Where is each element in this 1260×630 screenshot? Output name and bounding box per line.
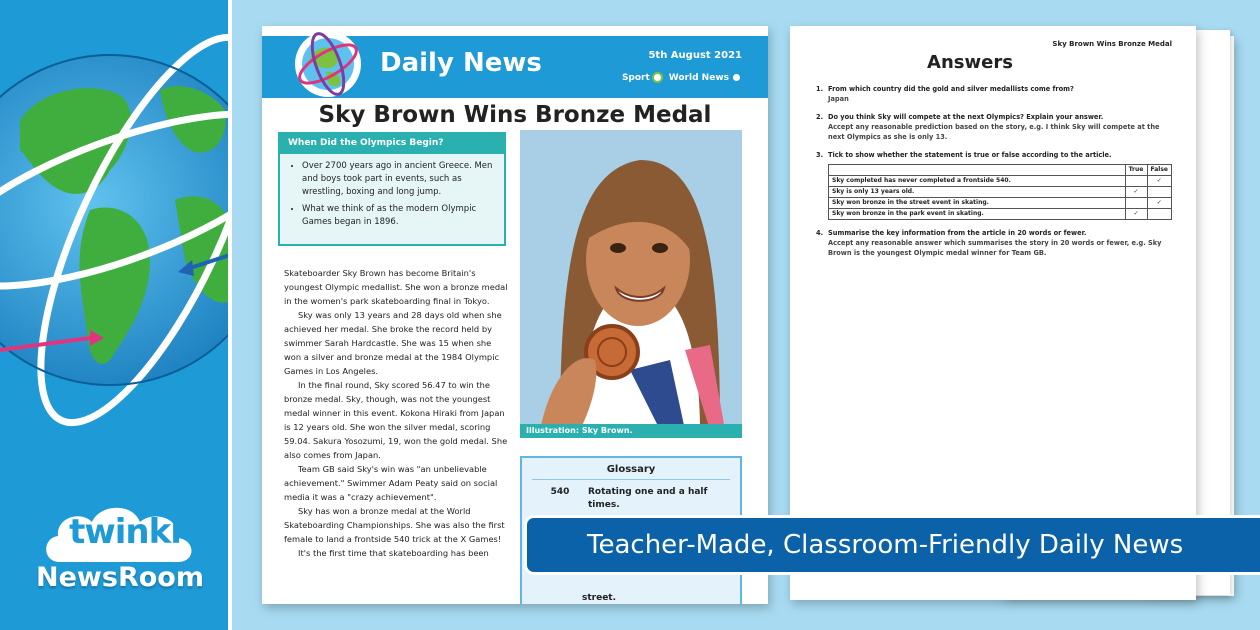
answers-list (816, 84, 1176, 266)
list-item: • What we think of as the modern Olympic Games began in 1896. (302, 203, 494, 229)
answers-title: Answers (927, 52, 1013, 73)
twinkl-newsroom-logo[interactable] (30, 500, 210, 610)
news-globe-logo (292, 28, 364, 100)
glossary-term: 540 (550, 487, 570, 497)
article-paragraph: Skateboarder Sky Brown has become Britain's youngest Olympic medallist. She won a bronze medal in the women's park skateboarding final in Tokyo. (284, 268, 508, 306)
globe-icon (731, 72, 742, 83)
article-body (284, 266, 508, 560)
article-paragraph: Sky was only 13 years and 28 days old when she achieved her medal. She broke the record held by swimmer Sarah Hardcastle. She was 15 when she won a silver and bronze medal at the 1984 Olympic Games in Los Angeles. (284, 310, 502, 376)
promo-banner (524, 515, 1260, 575)
answer-item: 2. Do you think Sky will compete at the next Olympics? Explain your answer. Accept any reasonable prediction based on the story, e.g. I think Sky will compete at the next Olympics as she is only 13. (816, 113, 1160, 141)
tag-world-news: World News (669, 72, 742, 83)
masthead-title: Daily News (380, 48, 542, 78)
answers-page (790, 26, 1196, 600)
table-row: Sky is only 13 years old. ✓ (829, 187, 1172, 198)
article-paragraph: In the final round, Sky scored 56.47 to win the bronze medal. Sky, though, was not the youngest medal winner in this event. Kokona Hiraki from Japan is 12 years old. She won the silver medal, scoring 59.04. Sakura Yosozumi, 19, won the gold medal. She also comes from Japan. (284, 380, 508, 460)
table-row: Sky completed has never completed a frontside 540. ✓ (829, 176, 1172, 187)
glossary-definition: Rotating one and a half times. (588, 487, 708, 510)
sport-icon (652, 72, 663, 83)
facts-box-title: When Did the Olympics Begin? (280, 134, 504, 154)
table-row: Sky won bronze in the street event in skating. ✓ (829, 198, 1172, 209)
article-paragraph: Sky has won a bronze medal at the World Skateboarding Championships. She was also the first female to land a frontside 540 trick at the X Games! (284, 506, 505, 544)
illustration-caption: Illustration: Sky Brown. (520, 424, 742, 438)
globe-illustration (0, 0, 232, 480)
logo-twinkl-text: twinkl (69, 512, 181, 552)
facts-box (278, 132, 506, 246)
answer-item: 3. Tick to show whether the statement is true or false according to the article. True False Sky completed has never completed a frontside 540. ✓ Sky is only 13 years old. ✓ Sky won bronze in the street event in skating. ✓ Sky won bronze in the park event in skating. ✓ (816, 150, 1176, 220)
news-date: 5th August 2021 (648, 50, 742, 61)
answer-item: 1. From which country did the gold and silver medallists come from? Japan (816, 85, 1074, 103)
glossary-tail: street. (582, 593, 617, 603)
banner-text: Teacher-Made, Classroom-Friendly Daily News (587, 530, 1184, 560)
article-paragraph: It's the first time that skateboarding has been (298, 548, 489, 558)
table-row: Sky won bronze in the park event in skating. ✓ (829, 209, 1172, 220)
article-headline: Sky Brown Wins Bronze Medal (318, 102, 712, 128)
sky-brown-illustration (520, 130, 742, 430)
logo-newsroom-text: NewsRoom (36, 562, 204, 593)
true-false-table: True False Sky completed has never completed a frontside 540. ✓ Sky is only 13 years old. ✓ Sky won bronze in the street event in skating. ✓ Sky won bronze in the park event in skating. ✓ (828, 164, 1172, 220)
glossary-title: Glossary (532, 458, 730, 480)
news-tags (622, 72, 742, 83)
left-panel (0, 0, 232, 630)
glossary-row (522, 480, 740, 512)
tag-sport: Sport (622, 72, 663, 83)
answers-page-header: Sky Brown Wins Bronze Medal (1052, 40, 1172, 48)
answer-item: 4. Summarise the key information from the article in 20 words or fewer. Accept any reasonable answer which summarises the story in 20 words or fewer, e.g. Sky Brown is the youngest Olympic medal winner for Team GB. (816, 229, 1162, 257)
article-paragraph: Team GB said Sky's win was "an unbelievable achievement." Swimmer Adam Peaty said on social media it was a "crazy achievement". (284, 464, 498, 502)
list-item: • Over 2700 years ago in ancient Greece. Men and boys took part in events, such as wrestling, boxing and long jump. (302, 160, 494, 199)
